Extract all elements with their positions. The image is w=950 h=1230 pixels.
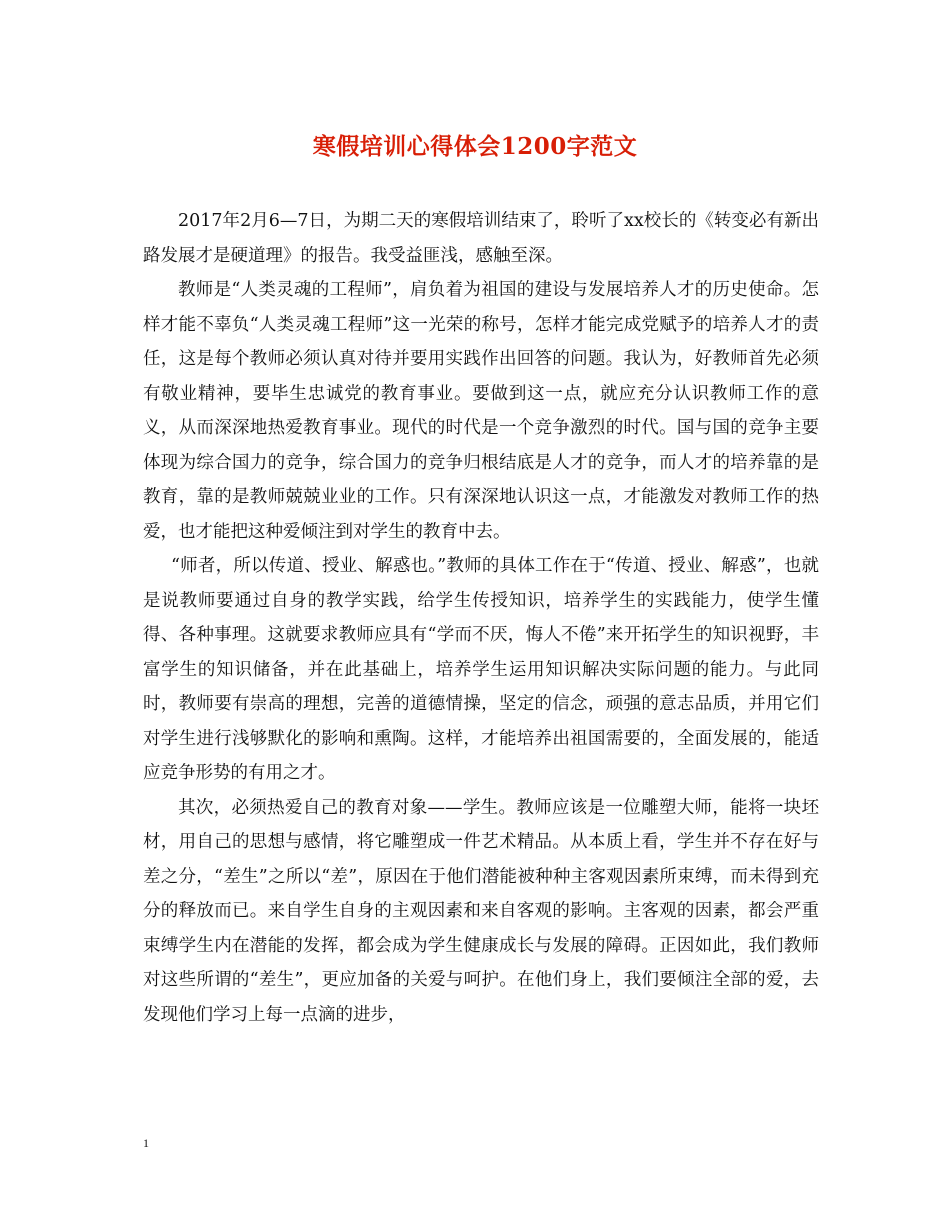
- document-body: [143, 204, 819, 1032]
- paragraph-3: “师者，所以传道、授业、解惑也。”教师的具体工作在于“传道、授业、解惑”，也就是说教师要通过自身的教学实践，给学生传授知识，培养学生的实践能力，使学生懂得、各种事理。这就要求教师应具有“学而不厌，悔人不倦”来开拓学生的知识视野，丰富学生的知识储备，并在此基础上，培养学生运用知识解决实际问题的能力。与此同时，教师要有崇高的理想，完善的道德情操，坚定的信念，顽强的意志品质，并用它们对学生进行浅够默化的影响和熏陶。这样，才能培养出祖国需要的，全面发展的，能适应竞争形势的有用之才。: [143, 556, 819, 783]
- paragraph-4: 其次，必须热爱自己的教育对象——学生。教师应该是一位雕塑大师，能将一块坯材，用自己的思想与感情，将它雕塑成一件艺术精品。从本质上看，学生并不存在好与差之分，“差生”之所以“差”，原因在于他们潜能被种种主客观因素所束缚，而未得到充分的释放而已。来自学生自身的主观因素和来自客观的影响。主客观的因素，都会严重束缚学生内在潜能的发挥，都会成为学生健康成长与发展的障碍。正因如此，我们教师对这些所谓的“差生”，更应加备的关爱与呵护。在他们身上，我们要倾注全部的爱，去发现他们学习上每一点滴的进步，: [143, 797, 819, 1025]
- paragraph-2: 教师是“人类灵魂的工程师”，肩负着为祖国的建设与发展培养人才的历史使命。怎样才能不辜负“人类灵魂工程师”这一光荣的称号，怎样才能完成党赋予的培养人才的责任，这是每个教师必须认真对待并要用实践作出回答的问题。我认为，好教师首先必须有敬业精神，要毕生忠诚党的教育事业。要做到这一点，就应充分认识教师工作的意义，从而深深地热爱教育事业。现代的时代是一个竞争激烈的时代。国与国的竞争主要体现为综合国力的竞争，综合国力的竞争归根结底是人才的竞争，而人才的培养靠的是教育，靠的是教师兢兢业业的工作。只有深深地认识这一点，才能激发对教师工作的热爱，也才能把这种爱倾注到对学生的教育中去。: [143, 280, 819, 542]
- document-title: 寒假培训心得体会1200字范文: [312, 133, 638, 160]
- page-number: 1: [143, 1136, 149, 1150]
- paragraph-1: 2017年2月6—7日，为期二天的寒假培训结束了，聆听了xx校长的《转变必有新出路发展才是硬道理》的报告。我受益匪浅，感触至深。: [143, 211, 819, 266]
